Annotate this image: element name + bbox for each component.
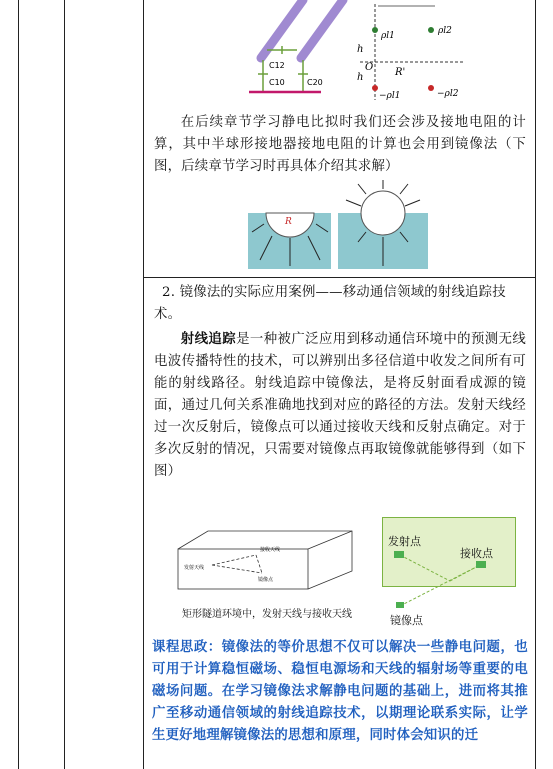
table-border-right — [535, 0, 536, 769]
table-border-left — [18, 0, 19, 769]
label-neg-rho-l2: −ρl2 — [437, 89, 459, 99]
label-origin: O — [365, 62, 374, 73]
tx-point-marker — [394, 551, 404, 558]
label-neg-rho-l1: −ρl1 — [379, 91, 401, 101]
hemisphere-grounding-figure — [248, 180, 433, 272]
ray-paths — [212, 555, 262, 573]
tunnel-tx-label: 发射天线 — [184, 565, 205, 571]
label-rho-l1: ρl1 — [381, 31, 395, 41]
image-point-label: 镜像点 — [390, 614, 423, 627]
tunnel-edge — [308, 531, 352, 549]
rx-point-label: 接收点 — [460, 547, 493, 560]
sphere-right — [361, 191, 405, 235]
label-h-bottom: h — [357, 72, 364, 83]
table-row-divider — [143, 277, 535, 278]
label-c20: C20 — [307, 78, 323, 87]
rod-right — [301, 0, 343, 58]
tx-point-label: 发射点 — [388, 535, 421, 548]
image-charge-rho-l1 — [372, 85, 378, 91]
tunnel-caption: 矩形隧道环境中，发射天线与接收天线 — [182, 609, 352, 620]
label-rho-l2: ρl2 — [438, 26, 452, 36]
label-r: R — [285, 217, 292, 227]
section-heading-line1: 2. 镜像法的实际应用案例——移动通信领域的射线追踪技 — [162, 285, 506, 300]
reflection-rays — [380, 515, 520, 615]
paragraph-ray-tracing — [154, 328, 526, 483]
charge-rho-l2 — [428, 27, 434, 33]
term-ray-tracing: 射线追踪 — [180, 331, 237, 347]
tunnel-figure — [174, 525, 369, 600]
label-c12: C12 — [269, 61, 285, 70]
section-heading-line2: 术。 — [154, 307, 182, 322]
tunnel-image-label: 镜像点 — [258, 577, 274, 583]
tunnel-rx-label: 接收天线 — [260, 547, 281, 553]
ray-image-to-rx — [400, 565, 480, 606]
image-charge-rho-l2 — [428, 85, 434, 91]
paragraph-ray-tracing-body: 是一种被广泛应用到移动通信环境中的预测无线电波传播特性的技术，可以辨别出多径信道中收发之间所有可能的射线路径。射线追踪中镜像法，是将反射面看成源的镜面，通过几何关系准确地找到对应的路径的方法。发射天线经过一次反射后，镜像点可以通过接收天线和反射点确定。对于多次反射的情况，只需要对镜像点再取镜像就能够得到（如下图） — [154, 332, 526, 479]
image-point-marker — [396, 602, 404, 608]
label-r-prime: R' — [395, 67, 406, 78]
paragraph-course-ideology: 课程思政：镜像法的等价思想不仅可以解决一些静电问题，也可用于计算稳恒磁场、稳恒电源场和天线的辐射场等重要的电磁场问题。在学习镜像法求解静电问题的基础上，进而将其推广至移动通信领域的射线追踪技术，以期理论联系实际，让学生更好地理解镜像法的思想和原理，同时体会知识的迁 — [152, 639, 528, 743]
charge-rho-l1 — [372, 27, 378, 33]
paragraph-grounding-resistance: 在后续章节学习静电比拟时我们还会涉及接地电阻的计算，其中半球形接地器接地电阻的计算也会用到镜像法（下图，后续章节学习时再具体介绍其求解） — [154, 115, 526, 174]
table-border-col1 — [64, 0, 65, 769]
ray-tx-to-reflection — [400, 555, 450, 581]
rx-point-marker — [476, 561, 486, 568]
label-h-top: h — [357, 44, 364, 55]
table-border-col2 — [143, 0, 144, 769]
label-c10: C10 — [269, 78, 285, 87]
transmission-line-image-figure — [245, 0, 485, 105]
